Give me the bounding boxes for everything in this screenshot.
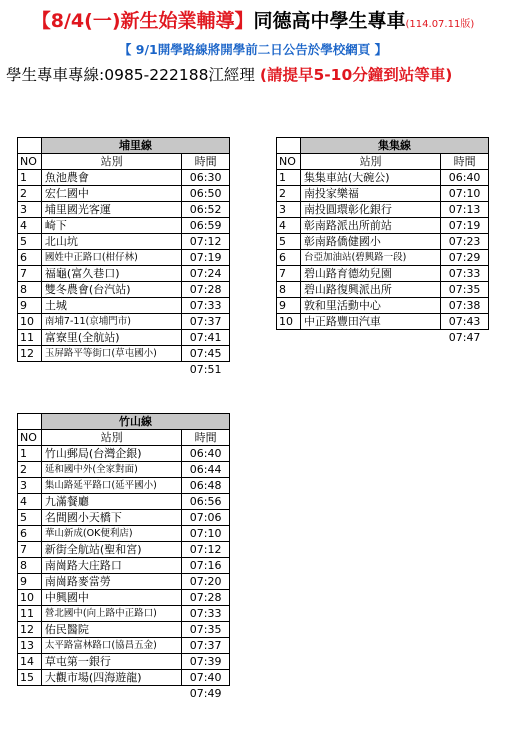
stop-number: 4	[18, 494, 42, 510]
stop-time: 06:30	[182, 170, 230, 186]
stop-name: 崎下	[41, 218, 181, 234]
table-row	[277, 282, 489, 298]
stop-name: 營北國中(向上路中正路口)	[41, 606, 181, 622]
stop-name: 台亞加油站(碧興路一段)	[300, 250, 440, 266]
stop-number: 5	[18, 234, 42, 250]
stop-name: 國姓中正路口(柑仔林)	[41, 250, 181, 266]
hotline-note: (請提早5-10分鐘到站等車)	[259, 66, 453, 84]
stop-time: 07:12	[182, 542, 230, 558]
stop-name: 南投家樂福	[300, 186, 440, 202]
table-row	[277, 218, 489, 234]
stop-time: 07:28	[182, 590, 230, 606]
stop-number: 13	[18, 638, 42, 654]
stop-number: 6	[277, 250, 301, 266]
stop-time: 06:52	[182, 202, 230, 218]
hotline-text: 學生專車專線:0985-222188江經理	[6, 66, 260, 84]
table-row	[18, 638, 230, 654]
stop-time: 07:12	[182, 234, 230, 250]
col-stop-header: 站別	[41, 430, 181, 446]
subtitle-notice: 【 9/1開學路線將開學前二日公告於學校網頁 】	[118, 42, 388, 57]
stop-time: 07:39	[182, 654, 230, 670]
stop-number: 10	[277, 314, 301, 330]
stop-time: 06:40	[441, 170, 489, 186]
stop-number: 15	[18, 670, 42, 686]
stop-number: 8	[18, 282, 42, 298]
stop-name: 玉屏路平等街口(草屯國小)	[41, 346, 181, 362]
table-row	[18, 462, 230, 478]
stop-name: 竹山郵局(台灣企銀)	[41, 446, 181, 462]
stop-number: 7	[18, 266, 42, 282]
stop-number: 8	[277, 282, 301, 298]
table-row	[18, 266, 230, 282]
table-row	[18, 622, 230, 638]
table-row	[277, 186, 489, 202]
route-name: 埔里線	[41, 138, 229, 154]
table-row	[18, 202, 230, 218]
table-row	[277, 170, 489, 186]
stop-number: 9	[18, 298, 42, 314]
stop-name: 土城	[41, 298, 181, 314]
stop-time: 07:33	[182, 606, 230, 622]
stop-time: 07:06	[182, 510, 230, 526]
stop-name: 碧山路復興派出所	[300, 282, 440, 298]
route-rows	[18, 170, 230, 362]
stop-time: 06:40	[182, 446, 230, 462]
version-label: (114.07.11版)	[405, 19, 475, 30]
col-no-header: NO	[18, 154, 42, 170]
title-prefix: 【8/4(一)新生始業輔導】	[31, 10, 254, 32]
stop-number: 9	[18, 574, 42, 590]
stop-time: 07:10	[182, 526, 230, 542]
end-time: 07:49	[189, 687, 222, 700]
stop-number: 2	[18, 462, 42, 478]
stop-time: 07:35	[441, 282, 489, 298]
stop-name: 九滿餐廳	[41, 494, 181, 510]
stop-name: 南投圓環彰化銀行	[300, 202, 440, 218]
stop-time: 07:19	[182, 250, 230, 266]
stop-name: 集集車站(大碗公)	[300, 170, 440, 186]
stop-time: 07:45	[182, 346, 230, 362]
table-row	[18, 494, 230, 510]
stop-time: 07:35	[182, 622, 230, 638]
stop-number: 1	[18, 446, 42, 462]
stop-name: 富寮里(全航站)	[41, 330, 181, 346]
stop-time: 07:33	[182, 298, 230, 314]
table-row	[18, 186, 230, 202]
table-row	[18, 574, 230, 590]
stop-number: 14	[18, 654, 42, 670]
col-time-header: 時間	[441, 154, 489, 170]
stop-number: 1	[18, 170, 42, 186]
end-time: 07:51	[189, 363, 222, 376]
stop-time: 07:24	[182, 266, 230, 282]
stop-time: 07:28	[182, 282, 230, 298]
stop-number: 11	[18, 330, 42, 346]
stop-number: 12	[18, 346, 42, 362]
stop-time: 07:37	[182, 314, 230, 330]
stop-name: 名間國小天橋下	[41, 510, 181, 526]
stop-name: 佑民醫院	[41, 622, 181, 638]
stop-time: 06:50	[182, 186, 230, 202]
table-row	[18, 606, 230, 622]
col-stop-header: 站別	[41, 154, 181, 170]
stop-number: 10	[18, 314, 42, 330]
stop-number: 3	[18, 478, 42, 494]
table-row	[18, 234, 230, 250]
stop-time: 07:19	[441, 218, 489, 234]
stop-number: 2	[18, 186, 42, 202]
stop-number: 4	[277, 218, 301, 234]
table-row	[18, 250, 230, 266]
col-stop-header: 站別	[300, 154, 440, 170]
col-no-header: NO	[277, 154, 301, 170]
table-row	[18, 218, 230, 234]
stop-number: 11	[18, 606, 42, 622]
stop-name: 草屯第一銀行	[41, 654, 181, 670]
stop-name: 彰南路僑健國小	[300, 234, 440, 250]
stop-number: 9	[277, 298, 301, 314]
table-row	[18, 282, 230, 298]
stop-name: 南崗路大庄路口	[41, 558, 181, 574]
table-row	[277, 202, 489, 218]
stop-number: 7	[277, 266, 301, 282]
stop-name: 華山新成(OK便利店)	[41, 526, 181, 542]
table-row	[277, 314, 489, 330]
stop-name: 大觀市場(四海遊龍)	[41, 670, 181, 686]
stop-time: 07:38	[441, 298, 489, 314]
stop-number: 10	[18, 590, 42, 606]
stop-name: 太平路富林路口(協昌五金)	[41, 638, 181, 654]
stop-name: 集山路延平路口(延平國小)	[41, 478, 181, 494]
stop-number: 3	[277, 202, 301, 218]
stop-time: 07:10	[441, 186, 489, 202]
hotline	[6, 63, 452, 85]
table-row	[18, 558, 230, 574]
table-row	[18, 170, 230, 186]
stop-time: 07:43	[441, 314, 489, 330]
table-row	[18, 446, 230, 462]
route-name: 竹山線	[41, 414, 229, 430]
col-no-header: NO	[18, 430, 42, 446]
stop-name: 南崗路麥當勞	[41, 574, 181, 590]
table-row	[18, 590, 230, 606]
stop-number: 2	[277, 186, 301, 202]
stop-time: 07:13	[441, 202, 489, 218]
table-row	[18, 526, 230, 542]
stop-time: 07:33	[441, 266, 489, 282]
stop-name: 宏仁國中	[41, 186, 181, 202]
end-time: 07:47	[448, 331, 481, 344]
table-row	[18, 314, 230, 330]
stop-number: 12	[18, 622, 42, 638]
table-row	[18, 670, 230, 686]
stop-time: 07:23	[441, 234, 489, 250]
stop-time: 07:16	[182, 558, 230, 574]
route-rows	[277, 170, 489, 330]
table-row	[18, 478, 230, 494]
stop-number: 8	[18, 558, 42, 574]
col-time-header: 時間	[182, 430, 230, 446]
stop-name: 彰南路派出所前站	[300, 218, 440, 234]
stop-time: 07:40	[182, 670, 230, 686]
stop-time: 06:59	[182, 218, 230, 234]
stop-time: 07:29	[441, 250, 489, 266]
stop-time: 07:20	[182, 574, 230, 590]
stop-number: 6	[18, 526, 42, 542]
stop-name: 延和國中外(全家對面)	[41, 462, 181, 478]
stop-name: 北山坑	[41, 234, 181, 250]
stop-number: 5	[277, 234, 301, 250]
route-name: 集集線	[300, 138, 488, 154]
stop-number: 4	[18, 218, 42, 234]
stop-name: 魚池農會	[41, 170, 181, 186]
stop-name: 碧山路育德幼兒園	[300, 266, 440, 282]
table-row	[277, 298, 489, 314]
stop-name: 中興國中	[41, 590, 181, 606]
stop-name: 雙冬農會(台汽站)	[41, 282, 181, 298]
table-row	[18, 330, 230, 346]
route-table-puli	[17, 137, 230, 377]
stop-number: 1	[277, 170, 301, 186]
stop-name: 南埔7-11(京埔門市)	[41, 314, 181, 330]
route-table-jiji	[276, 137, 489, 345]
stop-name: 埔里國光客運	[41, 202, 181, 218]
stop-number: 5	[18, 510, 42, 526]
title-main: 同德高中學生專車	[253, 10, 406, 32]
table-row	[277, 234, 489, 250]
table-row	[18, 298, 230, 314]
table-row	[18, 346, 230, 362]
stop-time: 07:41	[182, 330, 230, 346]
route-rows	[18, 446, 230, 686]
table-row	[277, 250, 489, 266]
stop-number: 7	[18, 542, 42, 558]
stop-number: 3	[18, 202, 42, 218]
col-time-header: 時間	[182, 154, 230, 170]
table-row	[18, 542, 230, 558]
page-title	[0, 6, 506, 33]
route-table-zhushan	[17, 413, 230, 701]
stop-number: 6	[18, 250, 42, 266]
stop-name: 中正路豐田汽車	[300, 314, 440, 330]
stop-time: 06:48	[182, 478, 230, 494]
stop-time: 06:56	[182, 494, 230, 510]
stop-name: 新街全航站(聖和宮)	[41, 542, 181, 558]
stop-name: 敦和里活動中心	[300, 298, 440, 314]
stop-time: 07:37	[182, 638, 230, 654]
table-row	[18, 654, 230, 670]
table-row	[18, 510, 230, 526]
stop-time: 06:44	[182, 462, 230, 478]
table-row	[277, 266, 489, 282]
stop-name: 福龜(富久巷口)	[41, 266, 181, 282]
